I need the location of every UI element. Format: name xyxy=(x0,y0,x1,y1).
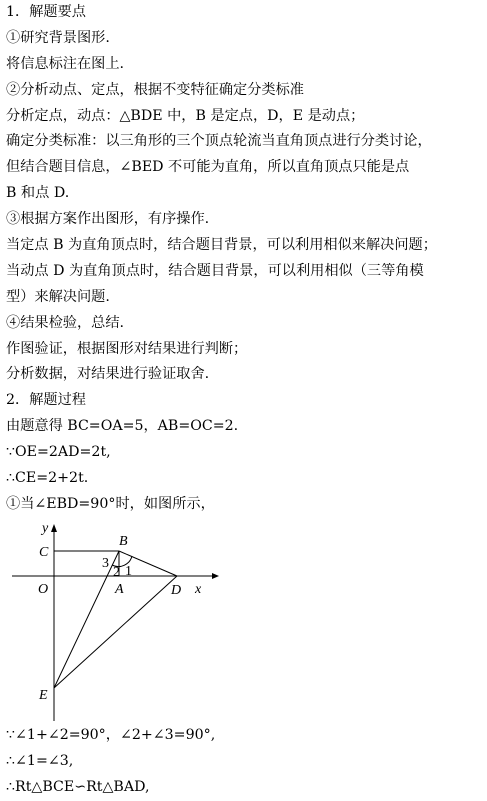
solution-line-1: 由题意得 BC=OA=5，AB=OC=2. xyxy=(6,418,239,435)
case-1-intro: ①当∠EBD=90°时，如图所示， xyxy=(6,495,215,512)
label-point-c: C xyxy=(39,544,49,560)
segment-be xyxy=(54,551,119,688)
step-2-text-3: 但结合题目信息，∠BED 不可能为直角，所以直角顶点只能是点 xyxy=(6,159,410,176)
step-3-text-2: 当动点 D 为直角顶点时，结合题目背景，可以利用相似（三等角模 xyxy=(6,262,424,279)
label-y-axis: y xyxy=(42,521,49,536)
label-angle-3: 3 xyxy=(102,555,109,571)
label-point-e: E xyxy=(39,687,48,703)
label-point-b: B xyxy=(119,533,128,549)
solution-line-3: ∴CE=2+2t. xyxy=(6,470,89,487)
x-axis-arrow xyxy=(212,573,219,579)
step-2-text-2: 确定分类标准：以三角形的三个顶点轮流当直角顶点进行分类讨论， xyxy=(6,133,432,150)
step-3-text-3: 型）来解决问题. xyxy=(6,288,110,305)
solution-line-2: ∵OE=2AD=2t, xyxy=(6,444,111,461)
label-point-o: O xyxy=(38,581,49,597)
step-2-title: ②分析动点、定点，根据不变特征确定分类标准 xyxy=(6,81,304,98)
y-axis-arrow xyxy=(51,524,57,532)
geometry-figure xyxy=(12,522,222,721)
heading-solution-process: 2．解题过程 xyxy=(6,392,86,409)
step-1-title: ①研究背景图形. xyxy=(6,29,110,46)
label-point-a: A xyxy=(115,581,124,597)
label-point-d: D xyxy=(171,582,182,598)
label-angle-2: 2 xyxy=(113,564,120,580)
step-2-text-4: B 和点 D. xyxy=(6,185,70,202)
text-block-after-figure xyxy=(6,723,484,801)
step-1-text: 将信息标注在图上. xyxy=(6,55,125,72)
proof-line-3: ∴Rt△BCE∽Rt△BAD, xyxy=(6,778,150,795)
solution-document xyxy=(6,0,484,800)
label-x-axis: x xyxy=(195,581,202,597)
step-4-title: ④结果检验，总结. xyxy=(6,314,125,331)
text-block-before-figure xyxy=(6,0,484,518)
label-angle-1: 1 xyxy=(125,563,132,579)
step-3-title: ③根据方案作出图形，有序操作. xyxy=(6,211,210,228)
proof-line-2: ∴∠1=∠3, xyxy=(6,752,74,769)
proof-line-1: ∵∠1+∠2=90°，∠2+∠3=90°, xyxy=(6,726,216,743)
step-3-text-1: 当定点 B 为直角顶点时，结合题目背景，可以利用相似来解决问题； xyxy=(6,237,437,254)
heading-key-points: 1．解题要点 xyxy=(6,4,86,20)
step-2-text-1: 分析定点，动点：△BDE 中，B 是定点，D，E 是动点； xyxy=(6,107,365,124)
step-4-text-1: 作图验证，根据图形对结果进行判断； xyxy=(6,340,248,357)
step-4-text-2: 分析数据，对结果进行验证取舍. xyxy=(6,366,210,383)
figure-canvas xyxy=(12,522,222,721)
